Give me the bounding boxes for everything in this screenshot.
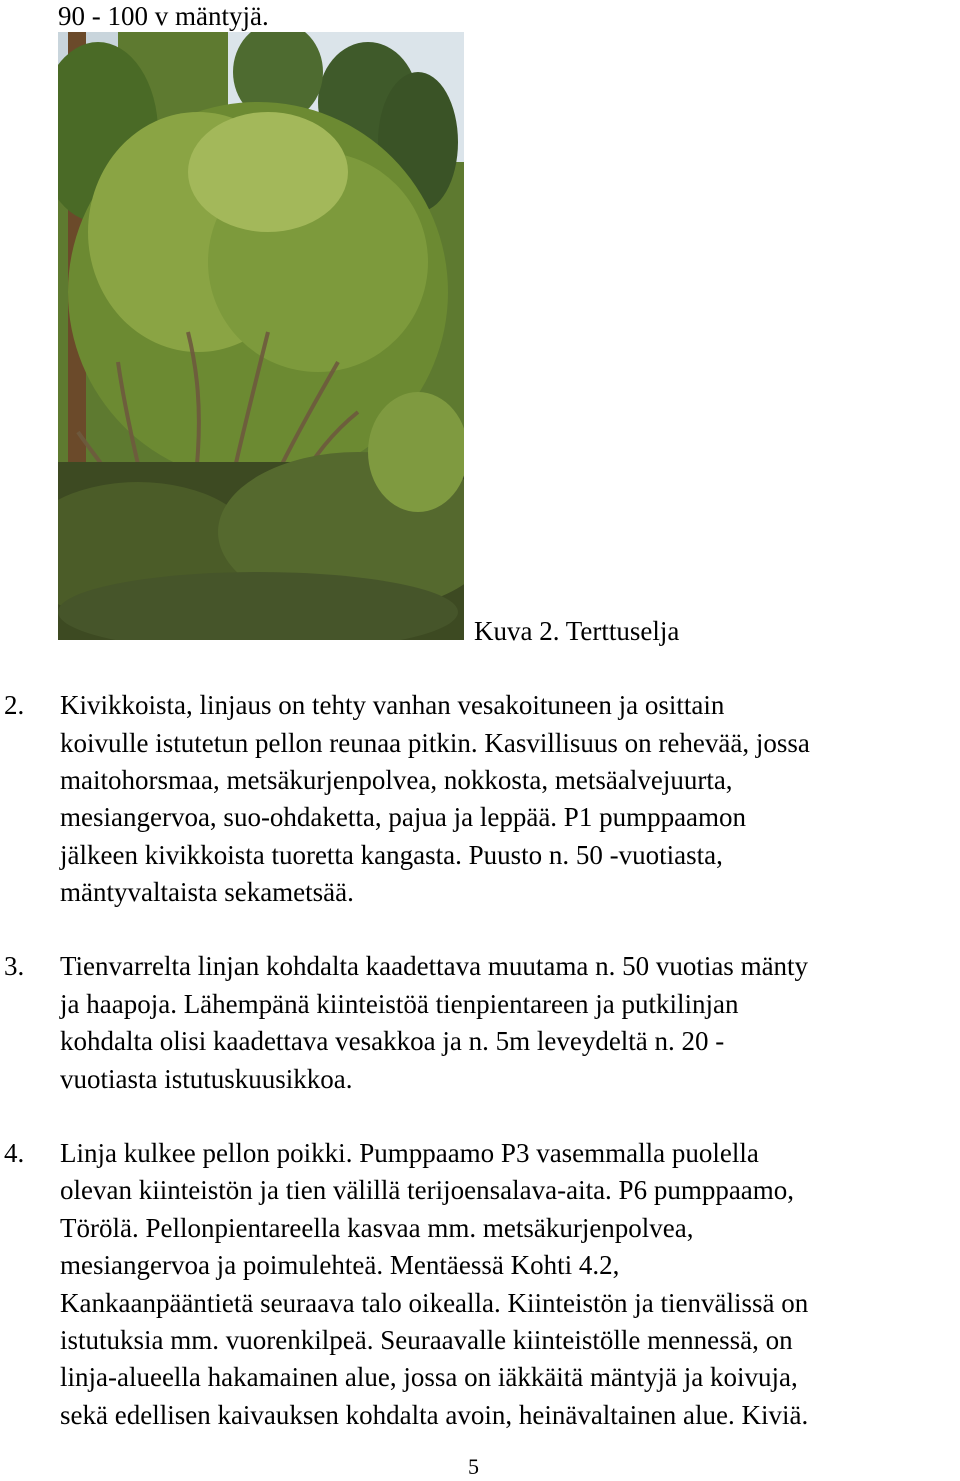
section-3-line-1: Tienvarrelta linjan kohdalta kaadettava muutama n. 50 vuotias mänty	[60, 951, 809, 981]
section-2-line-3: maitohorsmaa, metsäkurjenpolvea, nokkosta, metsäalvejuurta,	[60, 765, 733, 795]
section-3-line-2: ja haapoja. Lähempänä kiinteistöä tienpientareen ja putkilinjan	[60, 989, 739, 1019]
section-number: 4.	[4, 1138, 25, 1168]
section-2-line-6: mäntyvaltaista sekametsää.	[60, 877, 354, 907]
section-2-line-2: koivulle istutetun pellon reunaa pitkin. Kasvillisuus on rehevää, jossa	[60, 728, 810, 758]
section-number: 2.	[4, 690, 25, 720]
section-4-line-3: Törölä. Pellonpientareella kasvaa mm. metsäkurjenpolvea,	[60, 1213, 694, 1243]
photo-terttuselja	[58, 32, 464, 640]
forest-photo-illustration	[58, 32, 464, 640]
section-2-line-4: mesiangervoa, suo-ohdaketta, pajua ja leppää. P1 pumppaamon	[60, 802, 747, 832]
section-3-line-4: vuotiasta istutuskuusikkoa.	[60, 1064, 353, 1094]
section-4-line-7: linja-alueella hakamainen alue, jossa on iäkkäitä mäntyjä ja koivuja,	[60, 1362, 798, 1392]
section-4-line-2: olevan kiinteistön ja tien välillä terijoensalava-aita. P6 pumppaamo,	[60, 1175, 795, 1205]
section-number: 3.	[4, 951, 25, 981]
section-2-line-1: Kivikkoista, linjaus on tehty vanhan vesakoituneen ja osittain	[60, 690, 725, 720]
section-4-line-8: sekä edellisen kaivauksen kohdalta avoin, heinävaltainen alue. Kiviä.	[60, 1400, 809, 1430]
section-2-line-5: jälkeen kivikkoista tuoretta kangasta. Puusto n. 50 -vuotiasta,	[60, 840, 723, 870]
section-4-line-4: mesiangervoa ja poimulehteä. Mentäessä Kohti 4.2,	[60, 1250, 620, 1280]
top-text: 90 - 100 v mäntyjä.	[58, 1, 269, 31]
section-4-line-5: Kankaanpääntietä seuraava talo oikealla. Kiinteistön ja tienvälissä on	[60, 1288, 809, 1318]
section-3-line-3: kohdalta olisi kaadettava vesakkoa ja n. 5m leveydeltä n. 20 -	[60, 1026, 725, 1056]
figure-caption: Kuva 2. Terttuselja	[474, 616, 680, 646]
section-4-line-6: istutuksia mm. vuorenkilpeä. Seuraavalle kiinteistölle mennessä, on	[60, 1325, 793, 1355]
section-4-line-1: Linja kulkee pellon poikki. Pumppaamo P3 vasemmalla puolella	[60, 1138, 759, 1168]
page-number: 5	[468, 1454, 479, 1479]
